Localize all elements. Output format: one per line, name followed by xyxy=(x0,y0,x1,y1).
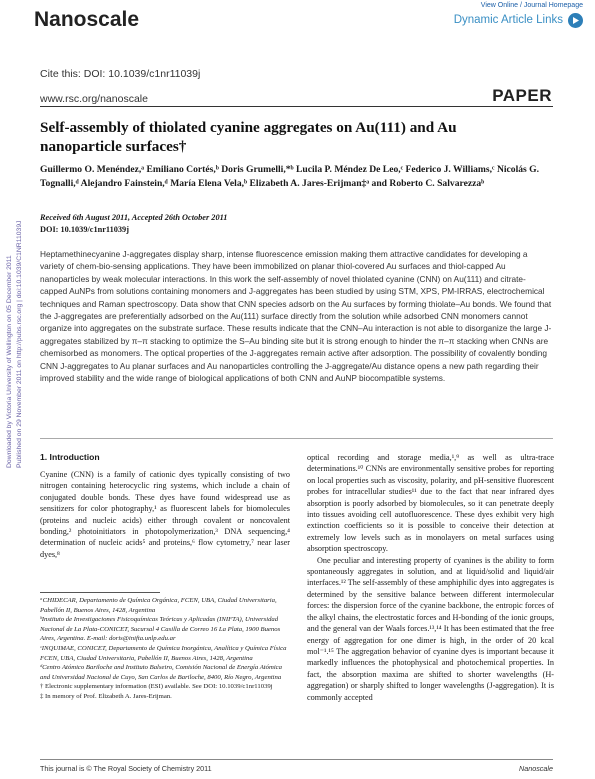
paper-type-label: PAPER xyxy=(492,86,552,105)
footnote-esi: † Electronic supplementary information (ESI) available. See DOI: 10.1039/c1nr11039j xyxy=(40,683,273,691)
article-title: Self-assembly of thiolated cyanine aggregates on Au(111) and Au nanoparticle surfaces† xyxy=(40,119,457,155)
intro-right-paragraph-2: One peculiar and interesting property of cyanines is the ability to form spontaneously aggregates in solution, and at liquid/solid and liquid/air interfaces.¹² The self-assembly of these amphiphilic dyes into aggregates is determined by the sensitive balance between different intermolecular forces: the dispersion force of the cyanine backbone, the entropic forces of the alkyl chains, the electrostatic forces and H-bonding of the ionic groups, and the general van der Waals forces.¹³,¹⁴ It has been estimated that the free energy of aggregation for one dimer is high, in the order of 20 kcal mol⁻¹.¹⁵ The aggregation behavior of cyanine dyes is important because it markedly influences the photophysical and photochemical properties. In fact, the absorption maxima are shifted to shorter wavelengths (H-aggregation) or sharply shifted to longer wavelengths (J-aggregation). It is commonly accepted xyxy=(307,555,554,702)
intro-left-text: Cyanine (CNN) is a family of cationic dyes typically consisting of two nitrogen containing heterocyclic ring systems, which include a chain of conjugated double bonds. These dyes have found widespread use as sensitizers for color photography,¹ as fluorescent labels for biomolecules (proteins and nucleic acids) either through covalent or noncovalent bonding,² photoinitiators in photopolymerization,³ DNA sequencing,⁴ determination of nucleic acids⁵ and proteins,⁶ flow cytometry,⁷ near laser dyes,⁸ xyxy=(40,470,290,559)
footnote-b: ᵇInstituto de Investigaciones Fisicoquímicas Teóricas y Aplicadas (INIFTA), Universidad Nacional de La Plata-CONICET, Sucursal 4 Casilla de Correo 16 La Plata, 1900 Buenos Aires, Argentina. E-mail: doris@inifta.unlp.edu.ar xyxy=(40,616,281,643)
footnote-rule xyxy=(40,592,160,593)
download-watermark xyxy=(2,180,26,470)
header-rule xyxy=(40,106,553,107)
abstract: Heptamethinecyanine J-aggregates display sharp, intense fluorescence emission making them attractive candidates for developing a variety of chem-bio-sensing applications. They have been immobilized on planar thiol-covered Au surfaces and thiol-capped Au nanoparticles by weak molecular interactions. In this work the self-assembly of novel thiolated cyanine (CNN) on Au(111) and citrate-capped AuNPs from solutions containing monomers and J-aggregates has been studied by using STM, XPS, PM-IRRAS, electrochemical techniques and Raman spectroscopy. Data show that CNN species adsorb on the Au surfaces by forming thiolate–Au bonds. We found that the J-aggregates are preferentially adsorbed on the Au(111) surface directly from the solution while adsorbed CNN monomers cannot organize into aggregates on the substrate surface. These results indicate that the CNN–Au interaction is not able to disorganize the large J-aggregates stabilized by π–π stacking to optimize the S–Au binding site but it is strong enough to hinder the π–π stacking when CNNs are chemisorbed as monomers. The optical properties of the J-aggregates remain active after adsorption. The possibility of covalently bonding CNN J-aggregates to Au planar surfaces and Au nanoparticles controlling the J-aggregate/Au distance opens a new path regarding their improved stability and the wide range of biological applications of both CNN and AuNP biocompatible systems. xyxy=(40,249,552,384)
author-list: Guillermo O. Menéndez,ᵃ Emiliano Cortés,ᵇ Doris Grumelli,*ᵇ Lucila P. Méndez De Leo,ᶜ Federico J. Williams,ᶜ Nicolás G. Tognalli,ᵈ Alejandro Fainstein,ᵈ María Elena Vela,ᵇ Elizabeth A. Jares-Erijman‡ᵃ and Roberto C. Salvarezzaᵇ xyxy=(40,164,540,189)
footer-rule xyxy=(40,759,553,760)
footer-copyright: This journal is © The Royal Society of Chemistry 2011 xyxy=(40,764,212,773)
journal-name: Nanoscale xyxy=(34,8,140,31)
footnotes xyxy=(40,596,290,702)
abstract-rule xyxy=(40,438,553,439)
footnote-a: ᵃCHIDECAR, Departamento de Química Orgánica, FCEN, UBA, Ciudad Universitaria, Pabellón II, Buenos Aires, 1428, Argentina xyxy=(40,597,277,614)
dynamic-article-links-label[interactable]: Dynamic Article Links xyxy=(453,14,563,26)
intro-right-column xyxy=(307,452,554,703)
dynamic-article-links[interactable] xyxy=(454,11,583,29)
view-online-link[interactable]: View Online / Journal Homepage xyxy=(480,2,583,9)
play-circle-icon[interactable] xyxy=(568,13,583,28)
cite-line: Cite this: DOI: 10.1039/c1nr11039j xyxy=(40,68,201,80)
article-doi: DOI: 10.1039/c1nr11039j xyxy=(40,225,129,234)
footer-journal: Nanoscale xyxy=(519,764,553,773)
footnote-memory: ‡ In memory of Prof. Elizabeth A. Jares-Erijman. xyxy=(40,692,172,700)
watermark-line-2: Published on 29 November 2011 on http://pubs.rsc.org | doi:10.1039/C1NR11039J xyxy=(16,220,23,468)
watermark-line-1: Downloaded by Victoria University of Wellington on 05 December 2011 xyxy=(6,255,13,468)
footnote-c: ᶜINQUIMAE, CONICET, Departamento de Química Inorgánica, Analítica y Química Física FCEN, UBA, Ciudad Universitaria, Pabellón II, Buenos Aires, 1428, Argentina xyxy=(40,644,287,662)
section-heading: 1. Introduction xyxy=(40,452,100,462)
footnote-d: ᵈCentro Atómico Bariloche and Instituto Balseiro, Comisión Nacional de Energía Atómica and Universidad Nacional de Cuyo, San Carlos de Bariloche, 8400, Río Negro, Argentina xyxy=(40,664,282,681)
journal-url[interactable]: www.rsc.org/nanoscale xyxy=(40,93,148,105)
received-dates: Received 6th August 2011, Accepted 26th October 2011 xyxy=(40,213,228,222)
intro-right-paragraph-1: optical recording and storage media,¹,⁹ as well as ultra-trace determinations.¹⁰ CNNs are environmentally sensitive probes for reporting on local properties such as viscosity, polarity, and pH-sensitive fluorescent probes for intracellular studies¹¹ due to the fact that near infrared dyes absorption is poorly adsorbed by biomolecules, so it can penetrate deeply into tissues avoiding cell autofluorescence. These dyes exhibit very high extinction coefficients so it is possible to conceive their detection at extremely low levels such as in monolayers on metal surfaces using absorption spectroscopy. xyxy=(307,453,554,554)
